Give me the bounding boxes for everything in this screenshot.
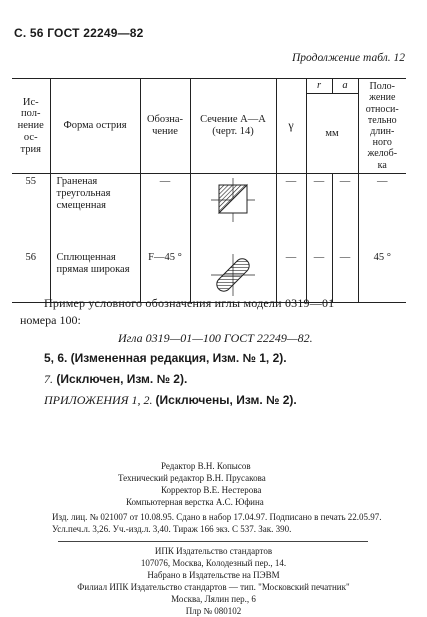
cell-shape: Граненая треугольная смещенная	[50, 174, 140, 233]
table-spacer-row	[12, 232, 406, 250]
credit-tech-editor: Технический редактор В.Н. Прусакова	[118, 473, 266, 483]
amendment-note-3-label: ПРИЛОЖЕНИЯ 1, 2.	[44, 393, 153, 407]
credit-license-1: Изд. лиц. № 021007 от 10.08.95. Сдано в набор 17.04.97. Подписано в печать 22.05.97.	[52, 512, 382, 522]
amendment-note-3	[44, 393, 297, 408]
example-designation: Игла 0319—01—100 ГОСТ 22249—82.	[118, 331, 313, 345]
col-header-groove-position: Поло- жение относи- тельно длин- ного желоб- ка	[358, 79, 406, 174]
section-flattened-icon	[203, 252, 263, 298]
amendment-note-1: 5, 6. (Измененная редакция, Изм. № 1, 2).	[44, 351, 287, 365]
section-triangular-icon	[203, 176, 263, 224]
cell-gamma: —	[276, 174, 306, 233]
publisher-line-2: 107076, Москва, Колодезный пер., 14.	[140, 558, 287, 568]
col-header-shape: Форма острия	[50, 79, 140, 174]
cell-r: —	[306, 250, 332, 302]
example-heading: Пример условного обозначения иглы модели 0319—01	[44, 296, 335, 310]
amendment-note-3-text: (Исключены, Изм. № 2).	[155, 393, 297, 407]
cell-groove-position: 45 °	[358, 250, 406, 302]
table-row	[12, 174, 406, 233]
credit-license-2: Усл.печ.л. 3,26. Уч.-изд.л. 3,40. Тираж 166 экз. С 537. Зак. 390.	[52, 524, 292, 534]
col-header-section: Сечение А—А (черт. 14)	[190, 79, 276, 174]
page-header: С. 56 ГОСТ 22249—82	[14, 26, 144, 40]
table-header-row	[12, 79, 406, 94]
table-row	[12, 250, 406, 302]
credit-editor: Редактор В.Н. Копысов	[161, 461, 251, 471]
col-header-a: a	[332, 79, 358, 94]
publisher-line-5: Москва, Лялин пер., 6	[171, 594, 256, 604]
publisher-line-6: Плр № 080102	[185, 606, 242, 616]
cell-designation: —	[140, 174, 190, 233]
table-continuation-label: Продолжение табл. 12	[292, 52, 405, 64]
cell-shape: Сплющенная прямая широкая	[50, 250, 140, 302]
col-header-r: r	[306, 79, 332, 94]
cell-a: —	[332, 250, 358, 302]
cell-designation: F—45 °	[140, 250, 190, 302]
col-header-unit: мм	[306, 94, 358, 174]
publisher-line-4: Филиал ИПК Издательство стандартов — тип. "Московский печатник"	[77, 582, 350, 592]
col-header-designation: Обозна- чение	[140, 79, 190, 174]
example-heading-cont: номера 100:	[20, 313, 81, 327]
cell-r: —	[306, 174, 332, 233]
publisher-line-3: Набрано в Издательстве на ПЭВМ	[147, 570, 280, 580]
credits-divider	[58, 541, 368, 542]
publisher-line-1: ИПК Издательство стандартов	[154, 546, 273, 556]
needle-point-table	[12, 78, 406, 303]
cell-variant: 55	[12, 174, 50, 233]
cell-groove-position: —	[377, 176, 388, 187]
cell-gamma: —	[276, 250, 306, 302]
cell-section	[190, 250, 276, 302]
credit-corrector: Корректор В.Е. Нестерова	[161, 485, 262, 495]
cell-a: —	[332, 174, 358, 233]
col-header-variant: Ис- пол- нение ос- трия	[12, 79, 50, 174]
credit-layout: Компьютерная верстка А.С. Юфина	[126, 497, 264, 507]
cell-section	[190, 174, 276, 233]
cell-variant: 56	[12, 250, 50, 302]
amendment-note-2	[44, 372, 187, 387]
amendment-note-2-number: 7.	[44, 372, 53, 386]
col-header-gamma: γ	[276, 79, 306, 174]
amendment-note-2-text: (Исключен, Изм. № 2).	[56, 372, 188, 386]
